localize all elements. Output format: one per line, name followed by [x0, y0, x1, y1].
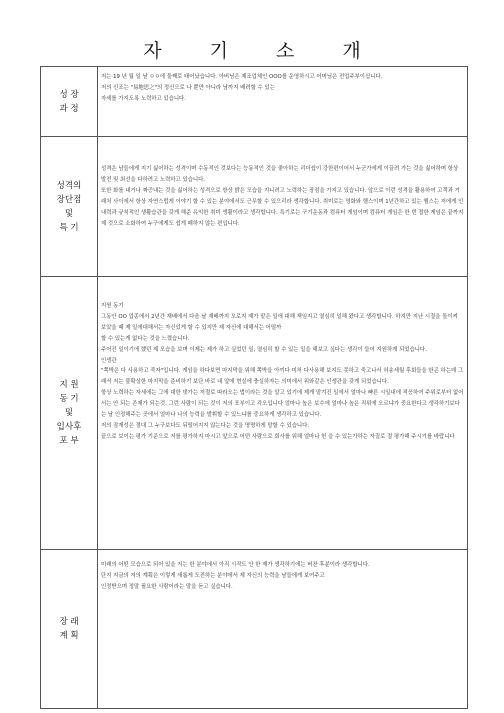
content-growth: [98, 67, 468, 137]
text-line: 저의 잠재성은 절대 그 누구보다도 뒤떨어지지 않는다는 것을 명명하게 말할 수 있습니다.: [101, 422, 310, 429]
label-line: 장단점: [56, 194, 82, 205]
label-line: 성 장: [59, 89, 79, 100]
content-plan: [98, 550, 468, 709]
label-line: 과 정: [59, 103, 79, 114]
content-motivation: [98, 277, 468, 550]
label-line: 장 래: [59, 617, 79, 627]
text-line: 지원 동기: [101, 303, 124, 309]
label-personality: [41, 137, 98, 277]
label-line: 특 기: [59, 222, 79, 233]
text-line: 자세를 가지도록 노력하고 있습니다.: [101, 95, 186, 102]
text-line: 또한 화를 내거나 짜증내는 것을 싫어하는 성격으로 항상 밝은 모습을 지니려고 노력하는 장점을 가지고 있습니다. 앞으로 이런 성격을 활용하여 고객과 거래처 사이에서 항상 자연스럽게 이야기 할 수 있는 분야에서도 근무할 수 있으리라 생각합니다. 취미로는 영화와 헬스이며 1년간하고 있는 헬스는 저에게 인내력과 규칙적인 생활습관을 갖게 해준 유익한 취미 생활이라고 생각합니다. 특기로는 구기운동과 컴퓨터 게임이며 컴퓨터 게임은 한 번 접한 게임은 끝까지 제 것으로 소화하여 누구에게도 쉽게 패하지 않는 편입니다.: [101, 187, 464, 227]
text-line: 저의 신조는 "易地思之"의 정신으로 나 뿐만 아니라 남까지 배려할 수 있는: [101, 84, 275, 91]
label-line: 성격의: [56, 180, 82, 191]
label-line: 포 부: [59, 436, 79, 446]
label-line: 지 원: [59, 380, 79, 390]
text-line: "쪽박은 다 사용하고 죽자"입니다. 게임을 하다보면 마지막을 위해 쪽박을 아끼다 미처 다사용해 보지도 못하고 죽고나서 허송세월 후회들을 한곤 하는데 그래서 저는 불확실한 마지막을 준비하기 보단 바로 내 앞에 현실에 충실하자는 의미에서 위와같은 인생관을 갖게 되었습니다.: [101, 368, 464, 386]
label-line: 및: [64, 208, 74, 219]
text-line: 할 수 있는게 없다는 것을 느꼈습니다.: [101, 335, 190, 342]
label-line: 계 획: [59, 631, 79, 641]
label-plan: [41, 550, 98, 709]
text-line: 미래의 어떤 모습으로 되어 있을 지는 한 분야에서 아직 시작도 안 한 제가 생각하기에는 버찬 후분이라 생각합니다.: [101, 562, 370, 568]
text-line: 인정받으며 정말 필요한 사람이라는 말을 듣고 싶습니다.: [101, 583, 233, 590]
label-line: 및: [64, 408, 74, 418]
text-line: 항상 노력하는 자세에는 그에 대한 댓가는 저절로 따라오는 법이라는 것을 알고 있기에 제게 맡겨진 일에서 얼마나 빠른 시일내에 적응하여 주위로부터 없어서는 안 되는 존재가 되는것. 그런 사람이 되는 것이 저의 포부이고 각오입니다 얼마나 높은 보수에 얼마나 높은 직위에 오르냐가 중요한다고 생각하기보다는 날 인정해주는 곳에서 얼마나 나의 능력을 발휘할 수 있느냐를 중요하게 생각하고 있습니다.: [101, 390, 464, 419]
label-growth: [41, 67, 98, 137]
label-line: 동 기: [59, 394, 79, 404]
row-growth: [41, 67, 468, 137]
document-title: 자 기 소 개: [143, 40, 382, 62]
text-line: 끝으로 보이는 평가 기준으로 저를 평가하지 마시고 앞으로 어떤 사람으로 회사를 위해 얼마나 헌 을 수 있는가하는 자질로 절 평가해 주시기를 바랍니다: [101, 433, 455, 440]
row-plan: [41, 550, 468, 709]
text-line: 그동안 OO 업종에서 2년간 재배에서 다음 날 재배까지 오로지 제가 맡은 일에 대해 책임지고 열심히 일해 왔다고 생각합니다. 하지만 지난 시절을 돌이켜 보았을 때 제 일에대해서는 자신있게 할 수 있지만 제 자신에 대해서는 어떨까: [101, 313, 458, 331]
row-motivation: [41, 277, 468, 550]
text-line: 성격은 남들에게 지기 싫어하는 성격이며 수동적인 것보다는 능동적인 것을 좋아하는 리더쉽이 강한편이어서 누군가에게 이끌려 가는 것을 싫어하며 항상 발전 및 최선을 다하려고 노력하고 있습니다.: [101, 166, 459, 183]
text-line: 저는 19 년 월 일 날 ㅇㅇ에 둘째로 태어났습니다. 아버님은 제조업체인 OOO를 운영하시고 어머님은 전업주부이십니다.: [101, 74, 383, 80]
text-line: 인생관: [101, 357, 117, 364]
label-motivation: [41, 277, 98, 550]
row-personality: [41, 137, 468, 277]
content-personality: [98, 137, 468, 277]
self-introduction-form: [40, 66, 468, 709]
label-line: 입사후: [56, 422, 82, 432]
text-line: 주어진 일이기에 했던 제 모습을 보며 이제는 제가 하고 싶었던 일, 열심히 할 수 있는 일을 해보고 싶다는 생각이 들어 지원하게 되었습니다.: [101, 346, 427, 353]
text-line: 단지 지금의 저의 계획은 이렇게 새롭게 도전하는 분야에서 제 자신의 능력을 남들에게 보여주고: [101, 572, 325, 579]
